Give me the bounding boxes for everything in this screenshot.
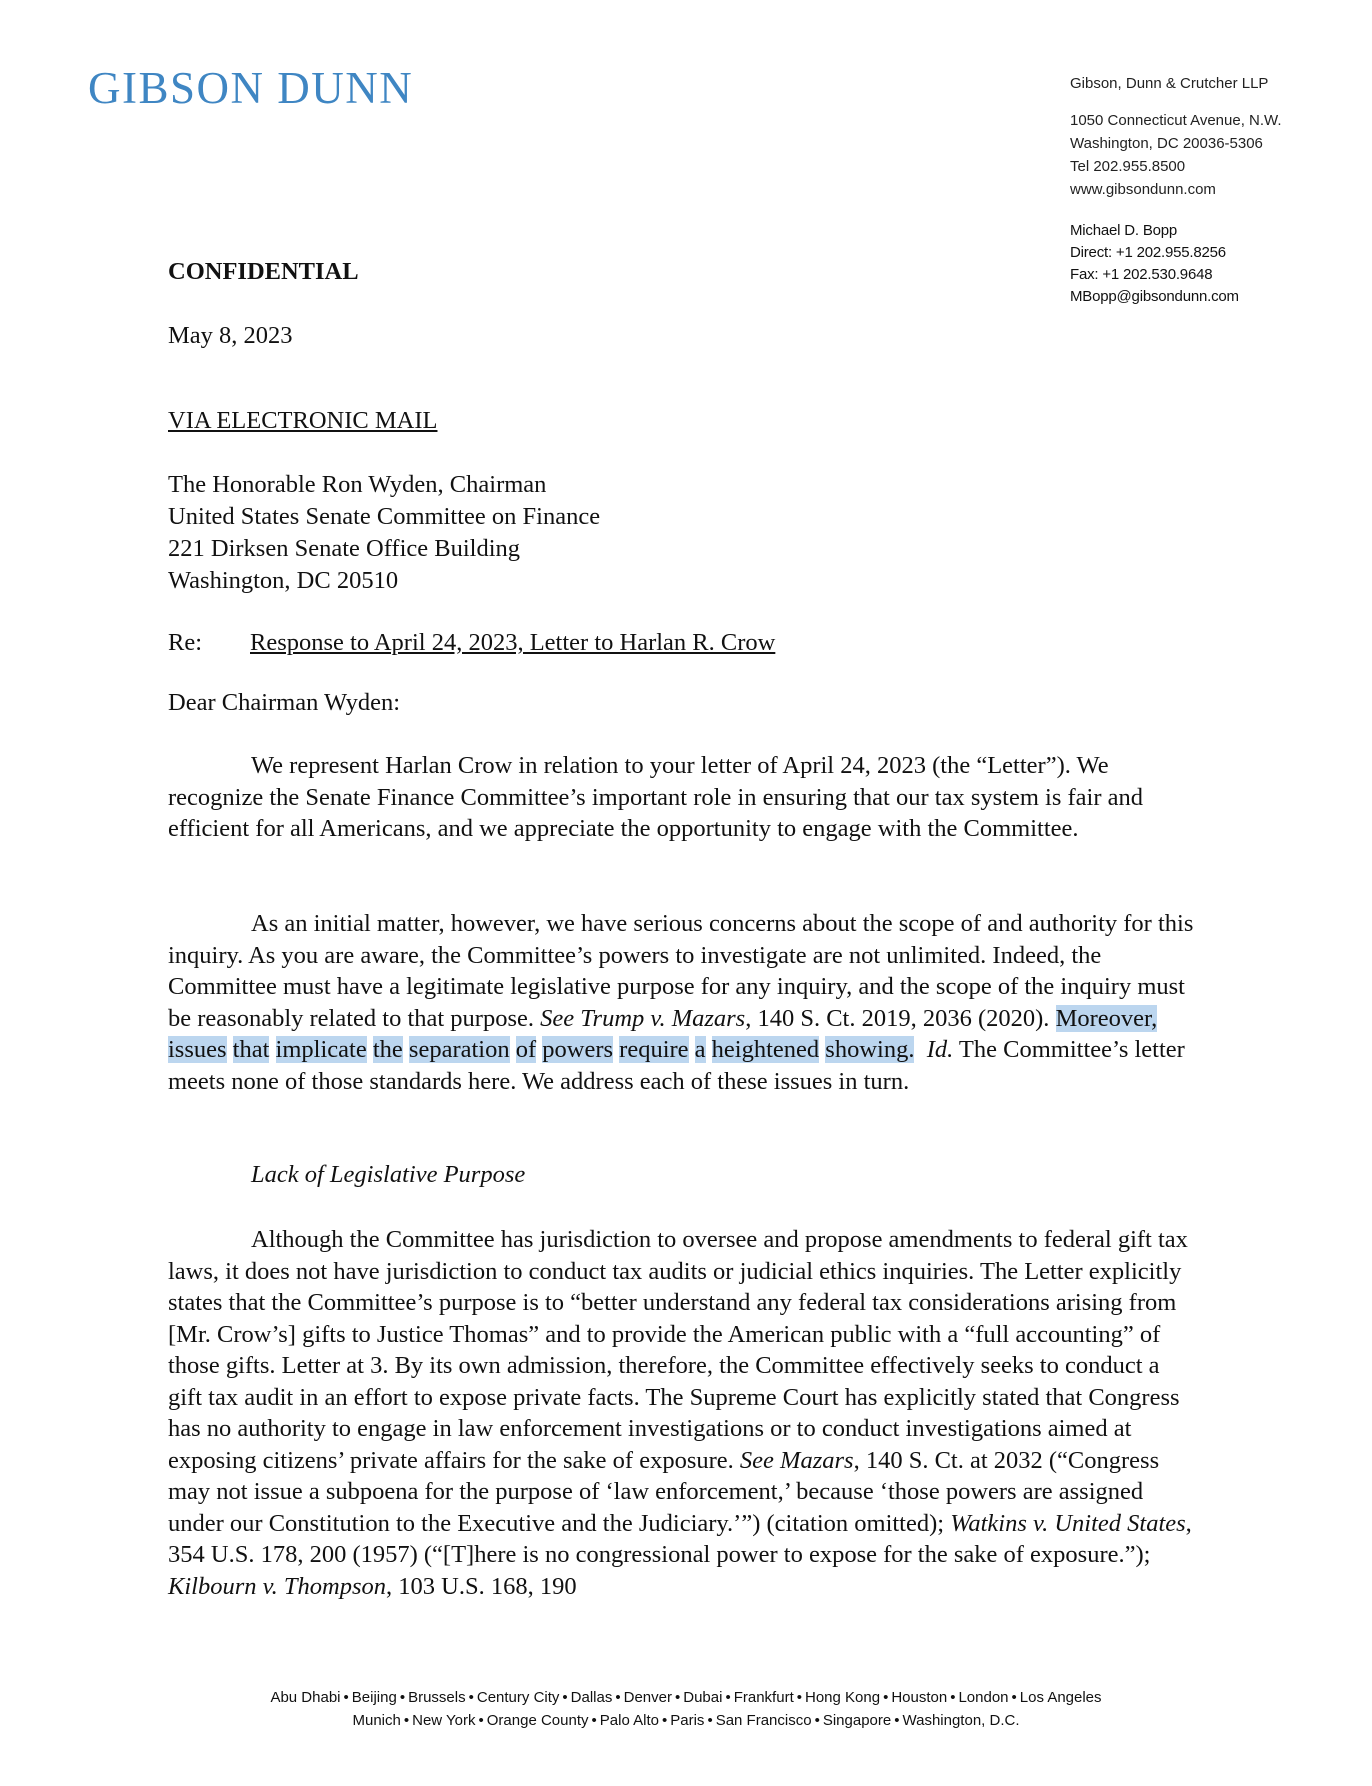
office-city: Beijing <box>351 1689 397 1706</box>
office-city: New York <box>412 1712 476 1729</box>
footer-line-1 <box>0 1686 1372 1709</box>
footer-separator: • <box>894 1712 900 1729</box>
footer-separator: • <box>883 1689 889 1706</box>
office-city: Washington, D.C. <box>902 1712 1020 1729</box>
office-city: Abu Dhabi <box>270 1689 341 1706</box>
attorney-name: Michael D. Bopp <box>1070 222 1178 239</box>
footer-separator: • <box>1011 1689 1017 1706</box>
footer-separator: • <box>814 1712 820 1729</box>
text-run: , 140 S. Ct. 2019, 2036 (2020). <box>745 1004 1056 1032</box>
footer-separator: • <box>796 1689 802 1706</box>
firm-telephone: Tel 202.955.8500 <box>1070 158 1186 175</box>
office-city: Dubai <box>683 1689 723 1706</box>
addressee-line: Washington, DC 20510 <box>168 567 399 594</box>
firm-logo: GIBSON DUNN <box>88 63 414 113</box>
case-citation: See Trump v. Mazars <box>540 1004 746 1032</box>
highlighted-word[interactable]: require <box>619 1036 689 1063</box>
case-citation: Kilbourn v. Thompson <box>168 1572 387 1600</box>
footer-separator: • <box>591 1712 597 1729</box>
section-heading: Lack of Legislative Purpose <box>251 1161 526 1188</box>
firm-address-block <box>1070 72 1282 201</box>
office-city: Hong Kong <box>805 1689 881 1706</box>
addressee-line: 221 Dirksen Senate Office Building <box>168 535 521 562</box>
addressee-block <box>168 469 600 597</box>
addressee-line: United States Senate Committee on Finance <box>168 503 601 530</box>
delivery-method: VIA ELECTRONIC MAIL <box>168 407 438 434</box>
paragraph-concerns <box>168 908 1198 1097</box>
footer-separator: • <box>403 1712 410 1729</box>
highlighted-word[interactable]: Moreover, <box>1055 1004 1158 1032</box>
case-citation: See Mazars <box>739 1446 854 1474</box>
text-run: , 103 U.S. 168, 190 <box>386 1572 577 1600</box>
highlighted-word[interactable]: showing. <box>825 1036 915 1063</box>
footer-separator: • <box>478 1712 484 1729</box>
highlighted-word[interactable]: that <box>232 1036 270 1063</box>
highlighted-word[interactable]: of <box>515 1036 537 1063</box>
footer-separator: • <box>468 1689 474 1706</box>
attorney-fax: Fax: +1 202.530.9648 <box>1070 266 1213 283</box>
salutation: Dear Chairman Wyden: <box>168 689 401 716</box>
attorney-direct: Direct: +1 202.955.8256 <box>1070 244 1226 261</box>
footer-separator: • <box>661 1712 668 1729</box>
firm-website: www.gibsondunn.com <box>1070 181 1216 198</box>
letter-date: May 8, 2023 <box>168 322 293 349</box>
footer-separator: • <box>343 1689 349 1706</box>
text-run: The Committee’s letter meets none of those standards here. We address each of these issues in turn. <box>168 1036 1185 1095</box>
case-citation: Watkins v. United States <box>950 1509 1186 1537</box>
highlighted-word[interactable]: issues <box>168 1036 227 1063</box>
office-city: San Francisco <box>715 1712 812 1729</box>
attorney-email: MBopp@gibsondunn.com <box>1070 288 1239 305</box>
office-city: Singapore <box>822 1712 892 1729</box>
office-city: Denver <box>623 1689 672 1706</box>
confidential-label: CONFIDENTIAL <box>168 258 359 285</box>
footer-separator: • <box>674 1689 681 1706</box>
attorney-contact-block <box>1070 220 1239 308</box>
footer-separator: • <box>562 1689 568 1706</box>
text-run: As an initial matter, however, we have serious concerns about the scope of and authority for this inquiry. As you are aware, the Committee’s powers to investigate are not unlimited. Indeed, the Committee must have a legitimate legislative purpose for any inquiry, and the scope of the inquiry must be reasonably related to that purpose. <box>168 910 1194 1032</box>
office-city: Munich <box>352 1712 401 1729</box>
text-run: Although the Committee has jurisdiction to oversee and propose amendments to federal gift tax laws, it does not have jurisdiction to conduct tax audits or judicial ethics inquiries. The Letter explicitly states that the Committee’s purpose is to “better understand any federal tax considerations arising from [Mr. Crow’s] gifts to Justice Thomas” and to provide the American public with a “full accounting” of those gifts. Letter at 3. By its own admission, therefore, the Committee effectively seeks to conduct a gift tax audit in an effort to expose private facts. The Supreme Court has explicitly stated that Congress has no authority to engage in law enforcement investigations or to conduct investigations aimed at exposing citizens’ private affairs for the sake of exposure. <box>168 1226 1188 1474</box>
office-city: Brussels <box>408 1689 466 1706</box>
paragraph-legislative-purpose <box>168 1224 1198 1602</box>
office-city: Los Angeles <box>1019 1689 1102 1706</box>
footer-separator: • <box>399 1689 406 1706</box>
subject-line: Response to April 24, 2023, Letter to Harlan R. Crow <box>250 629 776 656</box>
footer-separator: • <box>950 1689 956 1706</box>
footer-line-2 <box>0 1709 1372 1732</box>
office-locations-footer <box>0 1686 1372 1732</box>
office-city: Houston <box>891 1689 948 1706</box>
highlighted-word[interactable]: implicate <box>275 1036 367 1063</box>
text-run: , 354 U.S. 178, 200 (1957) (“[T]here is no congressional power to expose for the sake of exposure.”); <box>168 1509 1192 1568</box>
office-city: Frankfurt <box>733 1689 794 1706</box>
highlighted-word[interactable]: separation <box>408 1036 510 1063</box>
re-label: Re: <box>168 629 203 656</box>
office-city: Century City <box>476 1689 560 1706</box>
office-city: Dallas <box>570 1689 613 1706</box>
highlighted-word[interactable]: the <box>372 1036 403 1063</box>
highlighted-word[interactable]: a <box>694 1036 706 1063</box>
footer-separator: • <box>615 1689 621 1706</box>
addressee-line: The Honorable Ron Wyden, Chairman <box>168 471 547 498</box>
highlighted-word[interactable]: powers <box>542 1036 614 1063</box>
footer-separator: • <box>725 1689 731 1706</box>
footer-separator: • <box>707 1712 713 1729</box>
address-line-2: Washington, DC 20036-5306 <box>1070 135 1263 152</box>
office-city: Orange County <box>486 1712 589 1729</box>
address-line-1: 1050 Connecticut Avenue, N.W. <box>1070 112 1282 129</box>
highlighted-word[interactable]: heightened <box>711 1036 820 1063</box>
paragraph-introduction: We represent Harlan Crow in relation to your letter of April 24, 2023 (the “Letter”). We recognize the Senate Finance Committee’s important role in ensuring that our tax system is fair and efficient for all Americans, and we appreciate the opportunity to engage with the Committee. <box>168 752 1143 842</box>
office-city: London <box>958 1689 1009 1706</box>
office-city: Palo Alto <box>599 1712 659 1729</box>
id-citation: Id. <box>926 1036 954 1063</box>
text-run: , 140 S. Ct. at 2032 (“Congress may not issue a subpoena for the purpose of ‘law enforcement,’ because ‘those powers are assigned under our Constitution to the Executive and the Judiciary.’”) (citation omitted); <box>168 1446 1160 1537</box>
firm-name: Gibson, Dunn & Crutcher LLP <box>1070 75 1269 92</box>
office-city: Paris <box>670 1712 705 1729</box>
